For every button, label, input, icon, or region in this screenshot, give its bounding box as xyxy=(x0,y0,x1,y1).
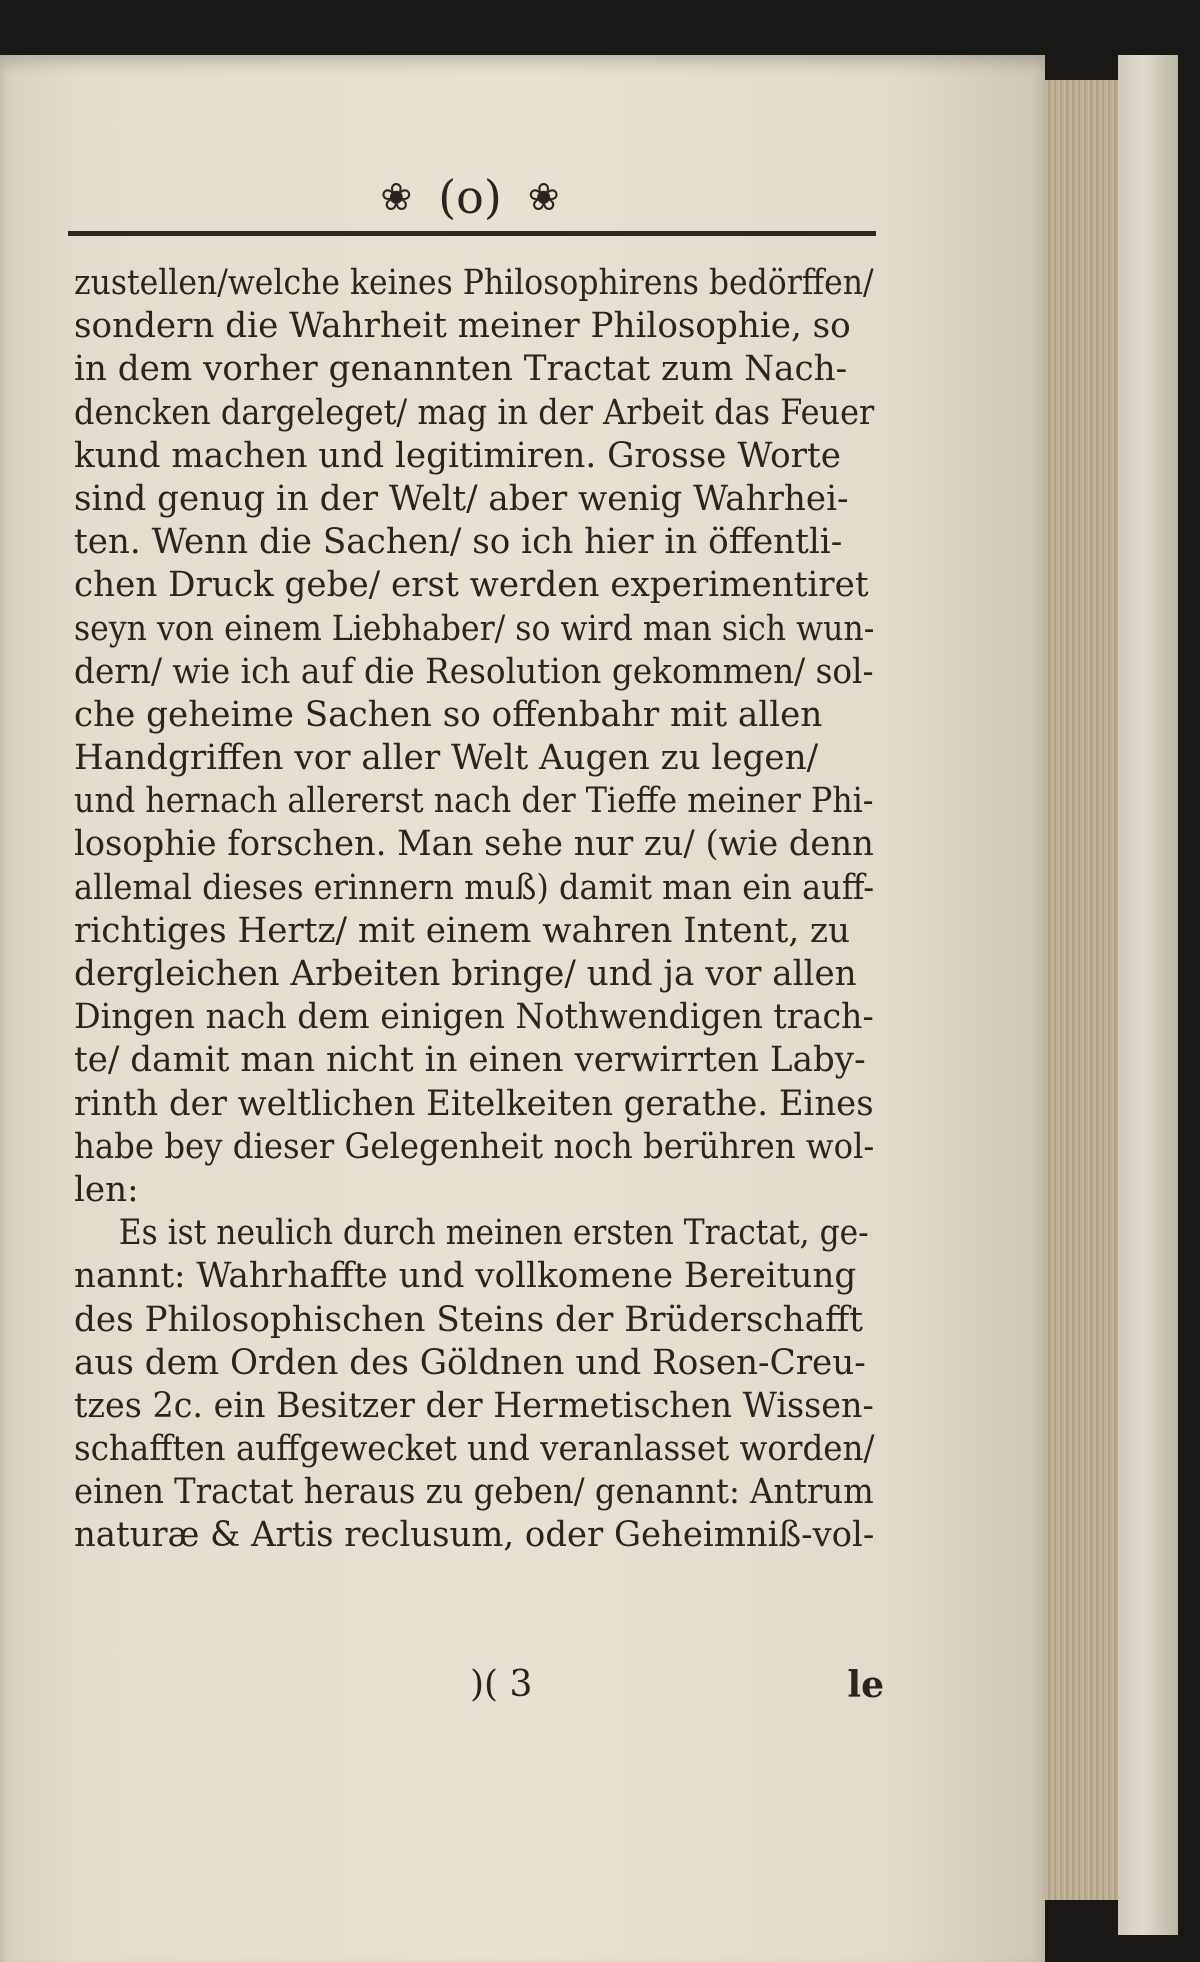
text-line: dencken dargeleget/ mag in der Arbeit das Feuer xyxy=(74,392,875,433)
text-line: Dingen nach dem einigen Nothwendigen trach- xyxy=(74,997,874,1038)
page-block-edges xyxy=(1045,80,1120,1900)
text-line: allemal dieses erinnern muß) damit man ein auff- xyxy=(74,867,875,908)
book-cover-edge xyxy=(1118,55,1178,1935)
text-line: seyn von einem Liebhaber/ so wird man sich wun- xyxy=(74,608,875,649)
text-line: rinth der weltlichen Eitelkeiten gerathe. Eines xyxy=(74,1083,874,1124)
text-line: richtiges Hertz/ mit einem wahren Intent, zu xyxy=(74,910,851,951)
text-line: sondern die Wahrheit meiner Philosophie, so xyxy=(74,306,851,347)
text-line: ten. Wenn die Sachen/ so ich hier in öffentli- xyxy=(74,522,843,563)
text-line: te/ damit man nicht in einen verwirrten Laby- xyxy=(74,1040,866,1081)
text-line: habe bey dieser Gelegenheit noch berühren wol- xyxy=(74,1126,875,1167)
body-text xyxy=(74,262,894,1558)
text-line: che geheime Sachen so offenbahr mit allen xyxy=(74,694,823,735)
text-line: losophie forschen. Man sehe nur zu/ (wie denn xyxy=(74,824,874,865)
header-rule xyxy=(68,231,876,236)
text-line: einen Tractat heraus zu geben/ genannt: Antrum xyxy=(74,1472,874,1513)
ornament-right-icon: ❀ xyxy=(527,175,560,219)
text-line: aus dem Orden des Göldnen und Rosen-Creu- xyxy=(74,1342,866,1383)
text-line: tzes 2c. ein Besitzer der Hermetischen Wissen- xyxy=(74,1385,874,1426)
text-line: naturæ & Artis reclusum, oder Geheimniß-vol- xyxy=(74,1515,875,1556)
text-line: sind genug in der Welt/ aber wenig Wahrhei- xyxy=(74,478,849,519)
ornament-left-icon: ❀ xyxy=(380,175,413,219)
text-line: dern/ wie ich auf die Resolution gekommen/ sol- xyxy=(74,651,874,692)
text-line: des Philosophischen Steins der Brüderschafft xyxy=(74,1299,863,1340)
text-line: und hernach allererst nach der Tieffe meiner Phi- xyxy=(74,781,874,822)
text-line: nannt: Wahrhaffte und vollkomene Bereitung xyxy=(74,1256,857,1297)
text-line: Es ist neulich durch meinen ersten Tractat, ge- xyxy=(118,1213,869,1254)
running-header xyxy=(340,162,600,232)
text-line: Handgriffen vor aller Welt Augen zu legen/ xyxy=(74,738,819,779)
text-line: schafften auffgewecket und veranlasset worden/ xyxy=(74,1429,875,1470)
catchword: le xyxy=(847,1664,884,1706)
signature-mark: )( 3 xyxy=(470,1664,533,1705)
text-line: len: xyxy=(74,1169,139,1210)
page-footer xyxy=(74,1664,884,1714)
text-line: chen Druck gebe/ erst werden experimentiret xyxy=(74,565,869,606)
text-line: zustellen/welche keines Philosophirens bedörffen/ xyxy=(74,263,874,303)
text-line: dergleichen Arbeiten bringe/ und ja vor allen xyxy=(74,954,857,994)
page-number: (o) xyxy=(438,170,502,224)
text-line: in dem vorher genannten Tractat zum Nach- xyxy=(74,349,848,390)
text-line: kund machen und legitimiren. Grosse Worte xyxy=(74,435,841,476)
